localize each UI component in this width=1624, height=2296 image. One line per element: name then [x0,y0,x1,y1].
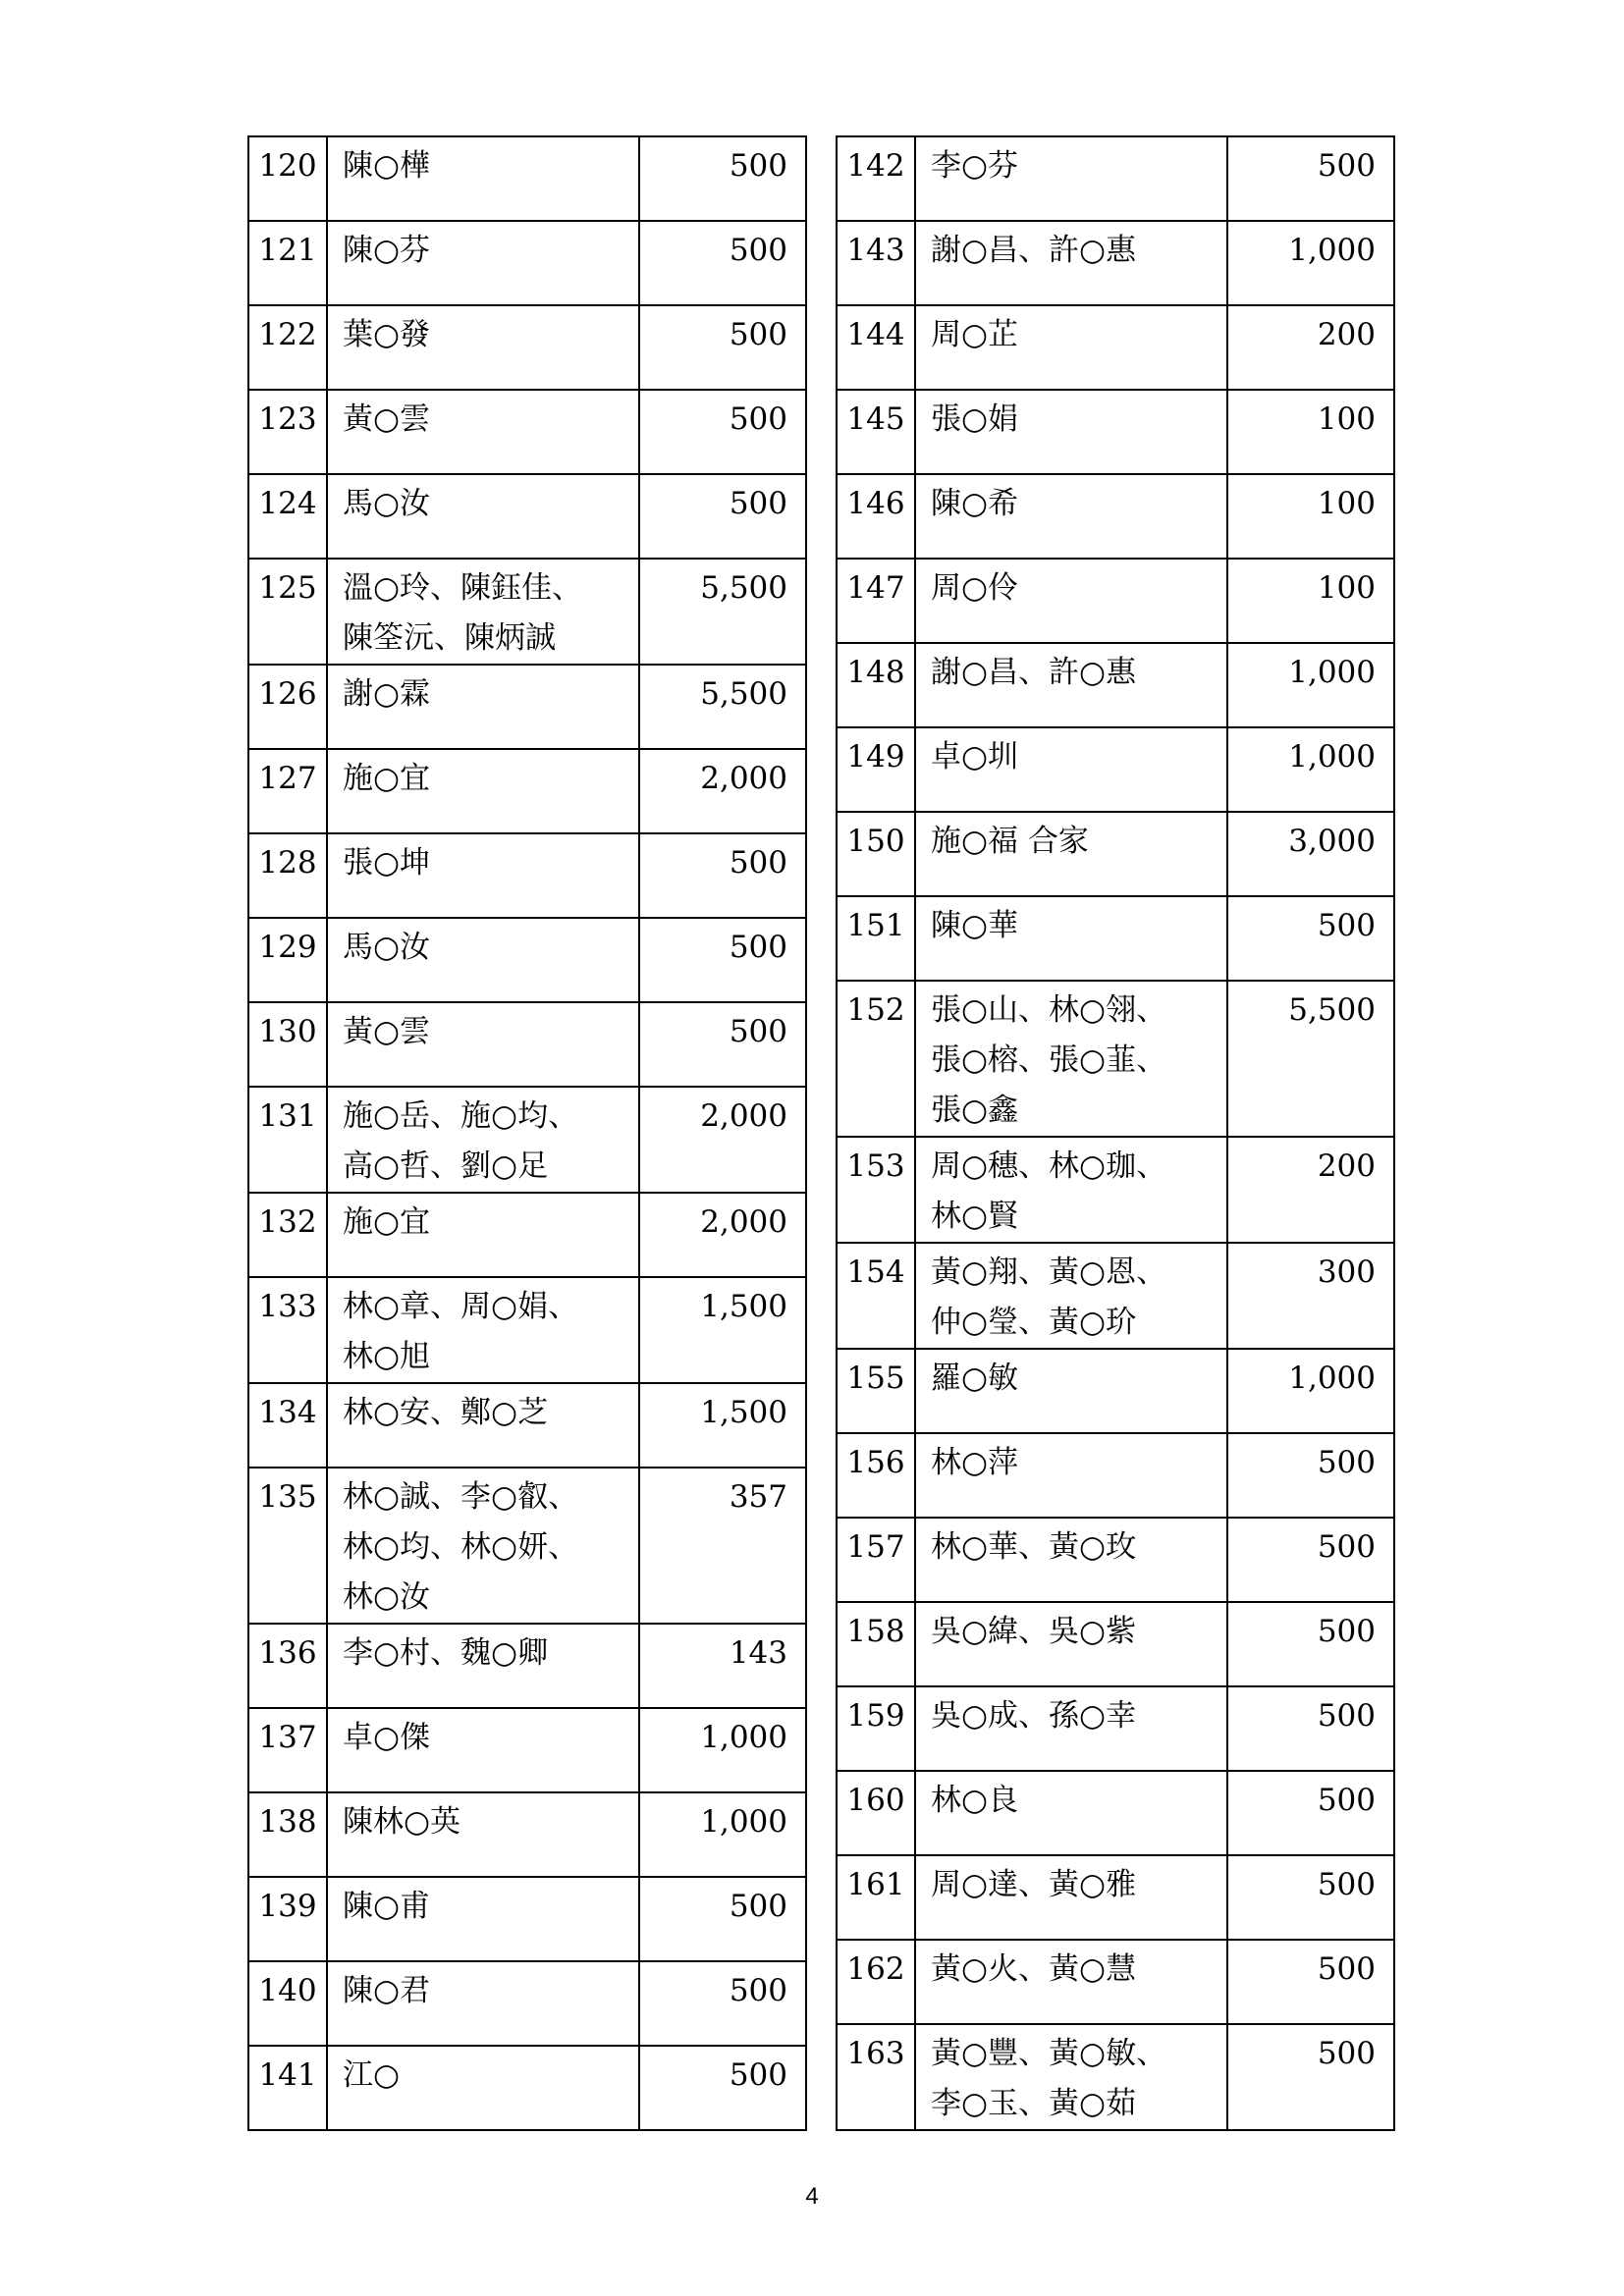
page-number: 4 [805,2183,819,2210]
table-row [248,474,806,559]
donor-name: 林○誠、李○叡、 林○均、林○妍、 林○汝 [327,1468,639,1624]
donor-name: 陳○甫 [327,1877,639,1961]
donor-name: 林○章、周○娟、 林○旭 [327,1277,639,1383]
donation-amount: 5,500 [639,665,806,749]
table-row [248,1708,806,1792]
row-number: 150 [837,812,915,896]
donation-amount: 500 [639,2046,806,2130]
donor-name: 馬○汝 [327,474,639,559]
donation-amount: 2,000 [639,749,806,833]
row-number: 161 [837,1855,915,1940]
row-number: 141 [248,2046,327,2130]
table-row [248,390,806,474]
donor-name: 謝○霖 [327,665,639,749]
row-number: 124 [248,474,327,559]
donation-table-right [836,135,1395,2131]
donation-amount: 500 [1227,1771,1394,1855]
table-row [248,1087,806,1193]
donor-name: 陳○希 [915,474,1227,559]
donor-name: 黃○豐、黃○敏、 李○玉、黃○茹 [915,2024,1227,2130]
table-row [837,474,1394,559]
donor-name: 黃○雲 [327,390,639,474]
table-row [837,390,1394,474]
donor-name: 卓○傑 [327,1708,639,1792]
table-row [248,559,806,665]
donation-amount: 2,000 [639,1087,806,1193]
row-number: 148 [837,643,915,727]
row-number: 163 [837,2024,915,2130]
donor-name: 張○娟 [915,390,1227,474]
donation-amount: 1,000 [639,1792,806,1877]
donor-name: 溫○玲、陳鈺佳、 陳筌沅、陳炳誠 [327,559,639,665]
donor-name: 施○福 合家 [915,812,1227,896]
donation-amount: 1,500 [639,1277,806,1383]
row-number: 143 [837,221,915,305]
row-number: 144 [837,305,915,390]
donation-amount: 1,000 [1227,1349,1394,1433]
donor-name: 施○岳、施○均、 高○哲、劉○足 [327,1087,639,1193]
row-number: 126 [248,665,327,749]
table-row [837,727,1394,812]
donation-amount: 300 [1227,1243,1394,1349]
donation-amount: 500 [639,305,806,390]
donor-name: 施○宜 [327,749,639,833]
donor-name: 謝○昌、許○惠 [915,643,1227,727]
row-number: 139 [248,1877,327,1961]
row-number: 131 [248,1087,327,1193]
row-number: 129 [248,918,327,1002]
donation-amount: 1,000 [639,1708,806,1792]
row-number: 140 [248,1961,327,2046]
table-row [248,1277,806,1383]
table-row [837,1602,1394,1686]
table-row [248,918,806,1002]
row-number: 132 [248,1193,327,1277]
donor-name: 黃○雲 [327,1002,639,1087]
table-row [837,896,1394,981]
table-row [248,1961,806,2046]
row-number: 133 [248,1277,327,1383]
row-number: 134 [248,1383,327,1468]
donation-amount: 500 [639,1002,806,1087]
donation-amount: 1,500 [639,1383,806,1468]
donation-amount: 500 [1227,1855,1394,1940]
donation-amount: 5,500 [639,559,806,665]
donation-amount: 1,000 [1227,643,1394,727]
table-row [837,1518,1394,1602]
donation-amount: 500 [1227,896,1394,981]
row-number: 130 [248,1002,327,1087]
table-row [248,665,806,749]
row-number: 146 [837,474,915,559]
donation-amount: 100 [1227,474,1394,559]
row-number: 142 [837,136,915,221]
table-row [837,643,1394,727]
table-row [837,1855,1394,1940]
donation-amount: 500 [1227,2024,1394,2130]
donation-amount: 500 [639,221,806,305]
donor-name: 陳○華 [915,896,1227,981]
table-row [837,1686,1394,1771]
donation-amount: 200 [1227,1137,1394,1243]
donor-name: 卓○圳 [915,727,1227,812]
row-number: 159 [837,1686,915,1771]
donor-name: 陳○芬 [327,221,639,305]
donation-amount: 5,500 [1227,981,1394,1137]
donor-name: 陳林○英 [327,1792,639,1877]
donor-name: 吳○成、孫○幸 [915,1686,1227,1771]
row-number: 127 [248,749,327,833]
donor-name: 謝○昌、許○惠 [915,221,1227,305]
donation-amount: 500 [639,390,806,474]
donor-name: 黃○翔、黃○恩、 仲○瑩、黃○玠 [915,1243,1227,1349]
row-number: 162 [837,1940,915,2024]
row-number: 151 [837,896,915,981]
table-row [248,1383,806,1468]
donor-name: 周○芷 [915,305,1227,390]
donor-name: 林○安、鄭○芝 [327,1383,639,1468]
donor-name: 陳○樺 [327,136,639,221]
table-row [837,305,1394,390]
donation-amount: 1,000 [1227,727,1394,812]
row-number: 136 [248,1624,327,1708]
row-number: 154 [837,1243,915,1349]
table-row [248,1468,806,1624]
donor-name: 林○華、黃○玫 [915,1518,1227,1602]
row-number: 128 [248,833,327,918]
table-row [248,221,806,305]
table-row [248,1002,806,1087]
row-number: 122 [248,305,327,390]
donor-name: 羅○敏 [915,1349,1227,1433]
table-row [837,221,1394,305]
donor-name: 黃○火、黃○慧 [915,1940,1227,2024]
donation-amount: 1,000 [1227,221,1394,305]
donor-name: 林○良 [915,1771,1227,1855]
row-number: 152 [837,981,915,1137]
row-number: 149 [837,727,915,812]
table-row [837,1349,1394,1433]
table-row [837,559,1394,643]
donation-amount: 357 [639,1468,806,1624]
donation-amount: 3,000 [1227,812,1394,896]
table-row [837,812,1394,896]
donor-name: 周○穗、林○珈、 林○賢 [915,1137,1227,1243]
row-number: 147 [837,559,915,643]
table-row [837,2024,1394,2130]
table-row [248,2046,806,2130]
row-number: 123 [248,390,327,474]
table-row [248,833,806,918]
donor-name: 李○芬 [915,136,1227,221]
donor-name: 吳○緯、吳○紫 [915,1602,1227,1686]
donation-amount: 500 [1227,1433,1394,1518]
row-number: 145 [837,390,915,474]
table-row [837,981,1394,1137]
donation-amount: 500 [1227,1686,1394,1771]
donation-amount: 100 [1227,390,1394,474]
row-number: 157 [837,1518,915,1602]
donor-name: 馬○汝 [327,918,639,1002]
donation-amount: 500 [639,833,806,918]
table-row [248,749,806,833]
donation-amount: 500 [639,136,806,221]
donor-name: 江○ [327,2046,639,2130]
donation-amount: 100 [1227,559,1394,643]
table-row [837,136,1394,221]
donor-name: 李○村、魏○卿 [327,1624,639,1708]
table-row [248,1792,806,1877]
donation-amount: 200 [1227,305,1394,390]
donation-amount: 500 [1227,1518,1394,1602]
row-number: 153 [837,1137,915,1243]
donor-name: 周○達、黃○雅 [915,1855,1227,1940]
table-row [248,1193,806,1277]
row-number: 137 [248,1708,327,1792]
donor-name: 周○伶 [915,559,1227,643]
donation-amount: 500 [1227,136,1394,221]
row-number: 156 [837,1433,915,1518]
donation-amount: 143 [639,1624,806,1708]
donation-amount: 500 [639,918,806,1002]
donor-name: 張○坤 [327,833,639,918]
donor-name: 張○山、林○翎、 張○榕、張○韮、 張○鑫 [915,981,1227,1137]
row-number: 160 [837,1771,915,1855]
donor-name: 施○宜 [327,1193,639,1277]
row-number: 155 [837,1349,915,1433]
table-row [837,1137,1394,1243]
donor-name: 林○萍 [915,1433,1227,1518]
table-row [837,1940,1394,2024]
row-number: 135 [248,1468,327,1624]
donation-amount: 500 [639,474,806,559]
row-number: 125 [248,559,327,665]
row-number: 120 [248,136,327,221]
table-row [837,1243,1394,1349]
donation-amount: 500 [639,1877,806,1961]
row-number: 121 [248,221,327,305]
donor-name: 陳○君 [327,1961,639,2046]
table-row [248,305,806,390]
donor-name: 葉○發 [327,305,639,390]
donation-amount: 500 [639,1961,806,2046]
donation-table-left [247,135,807,2131]
row-number: 158 [837,1602,915,1686]
donation-amount: 500 [1227,1940,1394,2024]
table-row [248,1877,806,1961]
donation-amount: 2,000 [639,1193,806,1277]
table-row [837,1433,1394,1518]
table-row [248,136,806,221]
table-row [248,1624,806,1708]
table-row [837,1771,1394,1855]
row-number: 138 [248,1792,327,1877]
donation-amount: 500 [1227,1602,1394,1686]
